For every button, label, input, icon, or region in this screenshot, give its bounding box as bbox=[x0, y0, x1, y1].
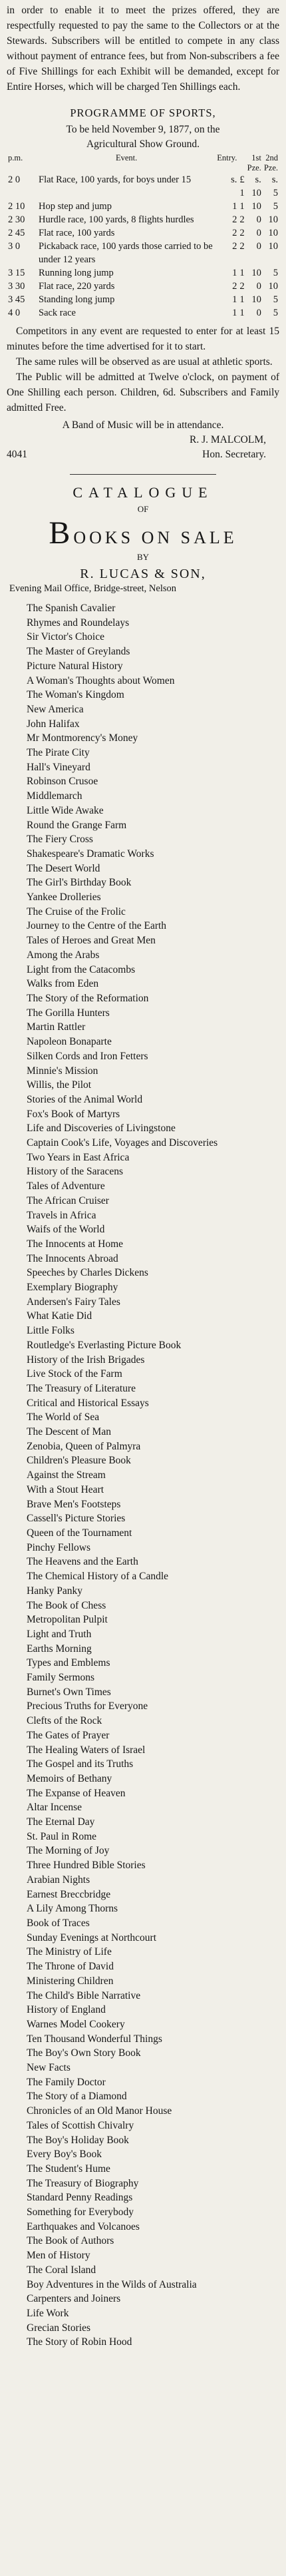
book-title: New America bbox=[27, 703, 84, 715]
book-title: The Treasury of Biography bbox=[27, 2177, 139, 2189]
book-title: The Innocents at Home bbox=[27, 1238, 124, 1250]
sports-row bbox=[7, 266, 279, 280]
sports-first-prize: 0 bbox=[256, 308, 261, 318]
sports-note-2: The same rules will be observed as are usual at athletic sports. bbox=[16, 356, 273, 368]
book-title: Men of History bbox=[27, 2250, 90, 2262]
sports-note-1: Competitors in any event are requested to enter for at least 15 minutes before the time advertised for it to start. bbox=[7, 326, 279, 352]
book-title: The Story of a Diamond bbox=[27, 2091, 127, 2103]
book-list bbox=[7, 601, 279, 2350]
book-title: The Woman's Kingdom bbox=[27, 689, 124, 701]
book-title: Fox's Book of Martyrs bbox=[27, 1108, 120, 1120]
sports-entry-fee: 1 bbox=[232, 308, 237, 318]
sports-first-prize: 0 bbox=[256, 214, 261, 225]
sports-row bbox=[7, 226, 279, 240]
book-title: Family Sermons bbox=[27, 1672, 95, 1684]
sports-first-prize: s. bbox=[255, 174, 261, 185]
book-title: History of the Saracens bbox=[27, 1166, 124, 1178]
sports-time: 2 45 bbox=[8, 228, 25, 238]
book-title: Metropolitan Pulpit bbox=[27, 1614, 108, 1626]
sports-second-prize: s. bbox=[271, 174, 278, 185]
book-title: Two Years in East Africa bbox=[27, 1151, 130, 1163]
book-title: Queen of the Tournament bbox=[27, 1527, 132, 1539]
header-event: Event. bbox=[115, 153, 138, 162]
sports-prize-pounds: 1 bbox=[239, 268, 245, 278]
signature-role-row bbox=[7, 447, 279, 462]
book-title: Little Wide Awake bbox=[27, 804, 104, 816]
sports-title: PROGRAMME OF SPORTS, bbox=[70, 107, 216, 119]
book-title: The Pirate City bbox=[27, 747, 90, 759]
sports-time: 2 10 bbox=[8, 201, 25, 212]
book-title: Speeches by Charles Dickens bbox=[27, 1267, 148, 1279]
sports-event: Flat race, 100 yards bbox=[39, 228, 115, 238]
band-notice: A Band of Music will be in attendance. bbox=[62, 419, 224, 431]
book-title: Rhymes and Roundelays bbox=[27, 617, 130, 629]
sports-event: Hurdle race, 100 yards, 8 flights hurdles bbox=[39, 214, 194, 225]
book-title: Zenobia, Queen of Palmyra bbox=[27, 1440, 141, 1452]
book-title: Routledge's Everlasting Picture Book bbox=[27, 1339, 182, 1351]
sports-prize-pounds: 2 bbox=[239, 228, 245, 238]
book-title: Waifs of the World bbox=[27, 1224, 105, 1236]
sports-row bbox=[7, 186, 279, 200]
book-title: Ministering Children bbox=[27, 1975, 114, 1987]
book-title: Clefts of the Rock bbox=[27, 1715, 102, 1727]
sports-entry-fee: 2 bbox=[232, 241, 237, 252]
book-title: Live Stock of the Farm bbox=[27, 1368, 122, 1380]
signature-name: R. J. MALCOLM, bbox=[190, 434, 266, 445]
sports-first-prize: 0 bbox=[256, 228, 261, 238]
sports-event: Flat race, 220 yards bbox=[39, 281, 115, 292]
book-title: The Coral Island bbox=[27, 2264, 96, 2276]
book-title: Stories of the Animal World bbox=[27, 1093, 143, 1105]
sports-time: 2 0 bbox=[8, 174, 21, 185]
firm-name: R. LUCAS & SON, bbox=[80, 567, 206, 581]
book-title: Children's Pleasure Book bbox=[27, 1455, 131, 1467]
sports-prize-pounds: 2 bbox=[239, 281, 245, 292]
sports-time: 2 30 bbox=[8, 214, 25, 225]
sports-prize-pounds: 1 bbox=[239, 294, 245, 305]
book-title: The Girl's Birthday Book bbox=[27, 877, 132, 889]
book-title: Willis, the Pilot bbox=[27, 1079, 92, 1091]
book-title: Tales of Heroes and Great Men bbox=[27, 935, 156, 947]
sports-row bbox=[7, 213, 279, 226]
book-title: The Ministry of Life bbox=[27, 1946, 112, 1958]
book-title: Minnie's Mission bbox=[27, 1065, 98, 1077]
sports-entry-fee: 1 bbox=[232, 201, 237, 212]
sports-subtitle-2: Agricultural Show Ground. bbox=[86, 138, 200, 150]
book-title: The Book of Authors bbox=[27, 2235, 114, 2247]
book-title: New Facts bbox=[27, 2062, 71, 2074]
book-title: The Gates of Prayer bbox=[27, 1729, 110, 1741]
book-title: The World of Sea bbox=[27, 1412, 100, 1423]
sports-event: Flat Race, 100 yards, for boys under 15 bbox=[39, 174, 192, 185]
book-title: The Family Doctor bbox=[27, 2076, 106, 2088]
book-title: The Boy's Own Story Book bbox=[27, 2047, 141, 2059]
book-title: Little Folks bbox=[27, 1325, 74, 1337]
sports-second-prize: 10 bbox=[268, 228, 278, 238]
signature-role: Hon. Secretary. bbox=[202, 449, 266, 460]
sports-event: Hop step and jump bbox=[39, 201, 112, 212]
book-title: Hall's Vineyard bbox=[27, 761, 90, 773]
sports-second-prize: 5 bbox=[273, 294, 278, 305]
signature-row bbox=[7, 433, 279, 447]
sports-event: Standing long jump bbox=[39, 294, 115, 305]
book-title: The Chemical History of a Candle bbox=[27, 1571, 169, 1583]
book-title: Memoirs of Bethany bbox=[27, 1772, 112, 1784]
book-title: The Spanish Cavalier bbox=[27, 603, 116, 614]
sports-row bbox=[7, 173, 279, 186]
book-title: St. Paul in Rome bbox=[27, 1830, 97, 1842]
sports-note-3: The Public will be admitted at Twelve o'clock, on payment of One Shilling each person. Children, 6d. Subscribers and Family admitted Free. bbox=[7, 372, 279, 413]
book-title: Brave Men's Footsteps bbox=[27, 1498, 121, 1510]
sports-first-prize: 10 bbox=[251, 188, 261, 198]
sports-second-prize: 5 bbox=[273, 188, 278, 198]
book-title: Light and Truth bbox=[27, 1628, 92, 1640]
sports-second-prize: 5 bbox=[273, 268, 278, 278]
sports-prize-pounds: 2 bbox=[239, 214, 245, 225]
sports-table-header bbox=[7, 153, 279, 173]
book-title: Captain Cook's Life, Voyages and Discoveries bbox=[27, 1137, 218, 1149]
book-title: The Descent of Man bbox=[27, 1426, 111, 1438]
book-title: Shakespeare's Dramatic Works bbox=[27, 848, 154, 860]
book-title: Grecian Stories bbox=[27, 2322, 90, 2334]
sports-prize-pounds: 1 bbox=[239, 201, 245, 212]
book-title: Pinchy Fellows bbox=[27, 1541, 91, 1553]
sports-subtitle-1: To be held November 9, 1877, on the bbox=[66, 124, 220, 135]
book-title: The Eternal Day bbox=[27, 1816, 95, 1828]
catalogue-title: CATALOGUE bbox=[72, 484, 214, 501]
sports-entry-fee: 1 bbox=[232, 294, 237, 305]
sports-second-prize: 5 bbox=[273, 201, 278, 212]
sports-event: Pickaback race, 100 yards those carried to be under 12 years bbox=[39, 241, 213, 265]
book-title: Silken Cords and Iron Fetters bbox=[27, 1050, 148, 1062]
book-title: The Gospel and its Truths bbox=[27, 1758, 134, 1770]
book-title: Exemplary Biography bbox=[27, 1282, 118, 1294]
book-title: The Child's Bible Narrative bbox=[27, 1989, 141, 2001]
sports-event bbox=[37, 186, 215, 200]
book-title: Picture Natural History bbox=[27, 660, 123, 672]
book-title: Precious Truths for Everyone bbox=[27, 1700, 148, 1712]
book-title: The Innocents Abroad bbox=[27, 1252, 118, 1264]
book-title: History of England bbox=[27, 2004, 106, 2016]
book-title: The Boy's Holiday Book bbox=[27, 2134, 129, 2146]
book-title: Standard Penny Readings bbox=[27, 2192, 133, 2204]
sports-table bbox=[7, 153, 279, 320]
sports-prize-pounds: £ bbox=[239, 174, 245, 185]
sports-entry-fee: s. bbox=[231, 174, 237, 185]
book-title: Yankee Drolleries bbox=[27, 892, 101, 903]
book-title: History of the Irish Brigades bbox=[27, 1354, 145, 1366]
sports-row bbox=[7, 240, 279, 266]
sports-second-prize: 10 bbox=[268, 241, 278, 252]
book-title: Robinson Crusoe bbox=[27, 776, 98, 788]
sports-second-prize: 5 bbox=[273, 308, 278, 318]
book-title: Round the Grange Farm bbox=[27, 819, 127, 831]
sports-entry-fee: 2 bbox=[232, 281, 237, 292]
books-on-sale-heading: BOOKS ON SALE bbox=[49, 515, 237, 551]
sports-table-body bbox=[7, 173, 279, 320]
book-title: The Fiery Cross bbox=[27, 834, 93, 846]
book-title: Hanky Panky bbox=[27, 1585, 82, 1597]
book-title: Sunday Evenings at Northcourt bbox=[27, 1932, 157, 1943]
sports-prize-pounds: 2 bbox=[239, 241, 245, 252]
book-title: The Morning of Joy bbox=[27, 1845, 110, 1857]
section-divider bbox=[70, 474, 216, 475]
catalogue-of: OF bbox=[137, 504, 149, 514]
sports-row bbox=[7, 200, 279, 213]
book-title: The Student's Hume bbox=[27, 2163, 110, 2175]
book-title: The Story of the Reformation bbox=[27, 992, 149, 1004]
book-title: Cassell's Picture Stories bbox=[27, 1513, 126, 1525]
book-title: Types and Emblems bbox=[27, 1657, 110, 1669]
book-title: Chronicles of an Old Manor House bbox=[27, 2105, 172, 2117]
book-title: A Woman's Thoughts about Women bbox=[27, 674, 175, 686]
sports-time: 3 0 bbox=[8, 241, 21, 252]
sports-entry-fee: 2 bbox=[232, 228, 237, 238]
sports-first-prize: 10 bbox=[251, 268, 261, 278]
book-title: What Katie Did bbox=[27, 1310, 92, 1322]
header-first: 1st Pze. bbox=[247, 153, 261, 172]
sports-event: Sack race bbox=[39, 308, 76, 318]
book-title: Book of Traces bbox=[27, 1917, 90, 1929]
book-title: Life Work bbox=[27, 2307, 69, 2319]
book-title: Andersen's Fairy Tales bbox=[27, 1296, 120, 1308]
book-title: Walks from Eden bbox=[27, 978, 99, 990]
book-title: The African Cruiser bbox=[27, 1194, 109, 1206]
book-title: Warnes Model Cookery bbox=[27, 2018, 125, 2030]
book-title: Sir Victor's Choice bbox=[27, 631, 104, 643]
book-title: Life and Discoveries of Livingstone bbox=[27, 1123, 176, 1135]
sports-prize-pounds: 1 bbox=[239, 188, 245, 198]
book-title: Middlemarch bbox=[27, 790, 82, 802]
sports-first-prize: 10 bbox=[251, 201, 261, 212]
book-title: Arabian Nights bbox=[27, 1874, 90, 1886]
sports-row bbox=[7, 280, 279, 293]
book-title: Against the Stream bbox=[27, 1469, 106, 1481]
office-address: Evening Mail Office, Bridge-street, Nelson bbox=[9, 583, 176, 594]
sports-first-prize: 0 bbox=[256, 241, 261, 252]
header-entry: Entry. bbox=[217, 153, 237, 162]
book-title: The Treasury of Literature bbox=[27, 1382, 136, 1394]
book-title: The Master of Greylands bbox=[27, 646, 130, 658]
book-title: Journey to the Centre of the Earth bbox=[27, 920, 167, 932]
sports-event: Running long jump bbox=[39, 268, 114, 278]
book-title: Tales of Adventure bbox=[27, 1180, 105, 1192]
sports-time: 3 30 bbox=[8, 281, 25, 292]
book-title: Boy Adventures in the Wilds of Australia bbox=[27, 2278, 197, 2290]
book-title: Burnet's Own Times bbox=[27, 1686, 111, 1698]
sports-entry-fee: 2 bbox=[232, 214, 237, 225]
sports-second-prize: 10 bbox=[268, 214, 278, 225]
book-title: With a Stout Heart bbox=[27, 1483, 104, 1495]
book-title: John Halifax bbox=[27, 718, 80, 730]
book-title: Altar Incense bbox=[27, 1802, 82, 1814]
book-title: Something for Everybody bbox=[27, 2206, 134, 2218]
book-title: The Desert World bbox=[27, 862, 100, 874]
sports-time bbox=[7, 186, 37, 200]
book-title: The Expanse of Heaven bbox=[27, 1787, 126, 1799]
book-title: A Lily Among Thorns bbox=[27, 1903, 118, 1915]
book-title: Tales of Scottish Chivalry bbox=[27, 2119, 134, 2131]
sports-entry-fee: 1 bbox=[232, 268, 237, 278]
book-title: The Heavens and the Earth bbox=[27, 1556, 138, 1568]
book-title: The Book of Chess bbox=[27, 1599, 106, 1611]
catalogue-by: BY bbox=[136, 552, 150, 562]
book-title: The Healing Waters of Israel bbox=[27, 1744, 146, 1756]
book-title: Every Boy's Book bbox=[27, 2149, 102, 2161]
book-title: Light from the Catacombs bbox=[27, 963, 136, 975]
book-title: Ten Thousand Wonderful Things bbox=[27, 2033, 162, 2045]
book-title: Earnest Breccbridge bbox=[27, 1888, 111, 1900]
sports-second-prize: 10 bbox=[268, 281, 278, 292]
book-title: Mr Montmorency's Money bbox=[27, 732, 138, 744]
book-title: Earths Morning bbox=[27, 1643, 92, 1655]
book-title: The Story of Robin Hood bbox=[27, 2336, 132, 2348]
sports-time: 4 0 bbox=[8, 308, 21, 318]
header-second: 2nd Pze. bbox=[263, 153, 278, 172]
book-title: Travels in Africa bbox=[27, 1209, 96, 1221]
sports-time: 3 45 bbox=[8, 294, 25, 305]
sports-row bbox=[7, 293, 279, 306]
book-title: The Gorilla Hunters bbox=[27, 1007, 110, 1019]
header-pm: p.m. bbox=[8, 153, 23, 162]
book-title: Napoleon Bonaparte bbox=[27, 1036, 112, 1048]
advert-ref-number: 4041 bbox=[7, 449, 27, 460]
sports-time: 3 15 bbox=[8, 268, 25, 278]
sports-row bbox=[7, 306, 279, 320]
book-title: The Throne of David bbox=[27, 1961, 114, 1973]
sports-entry-fee bbox=[215, 186, 238, 200]
book-title: Earthquakes and Volcanoes bbox=[27, 2220, 140, 2232]
book-title: Among the Arabs bbox=[27, 949, 100, 961]
sports-prize-pounds: 1 bbox=[239, 308, 245, 318]
book-title: Critical and Historical Essays bbox=[27, 1397, 149, 1409]
book-title: Martin Rattler bbox=[27, 1021, 86, 1033]
sports-first-prize: 0 bbox=[256, 281, 261, 292]
book-title: The Cruise of the Frolic bbox=[27, 905, 126, 917]
book-title: Three Hundred Bible Stories bbox=[27, 1860, 146, 1872]
sports-first-prize: 10 bbox=[251, 294, 261, 305]
book-title: Carpenters and Joiners bbox=[27, 2293, 121, 2305]
intro-paragraph: in order to enable it to meet the prizes offered, they are respectfully requested to pay the same to the Collectors or at the Stewards. Subscribers will be entitled to compete in any class without payment of entrance fees, but from Non-subscribers a fee of Five Shillings for each Exhibit will be demanded, except for Entire Horses, which will be charged Ten Shillings each. bbox=[7, 5, 279, 93]
